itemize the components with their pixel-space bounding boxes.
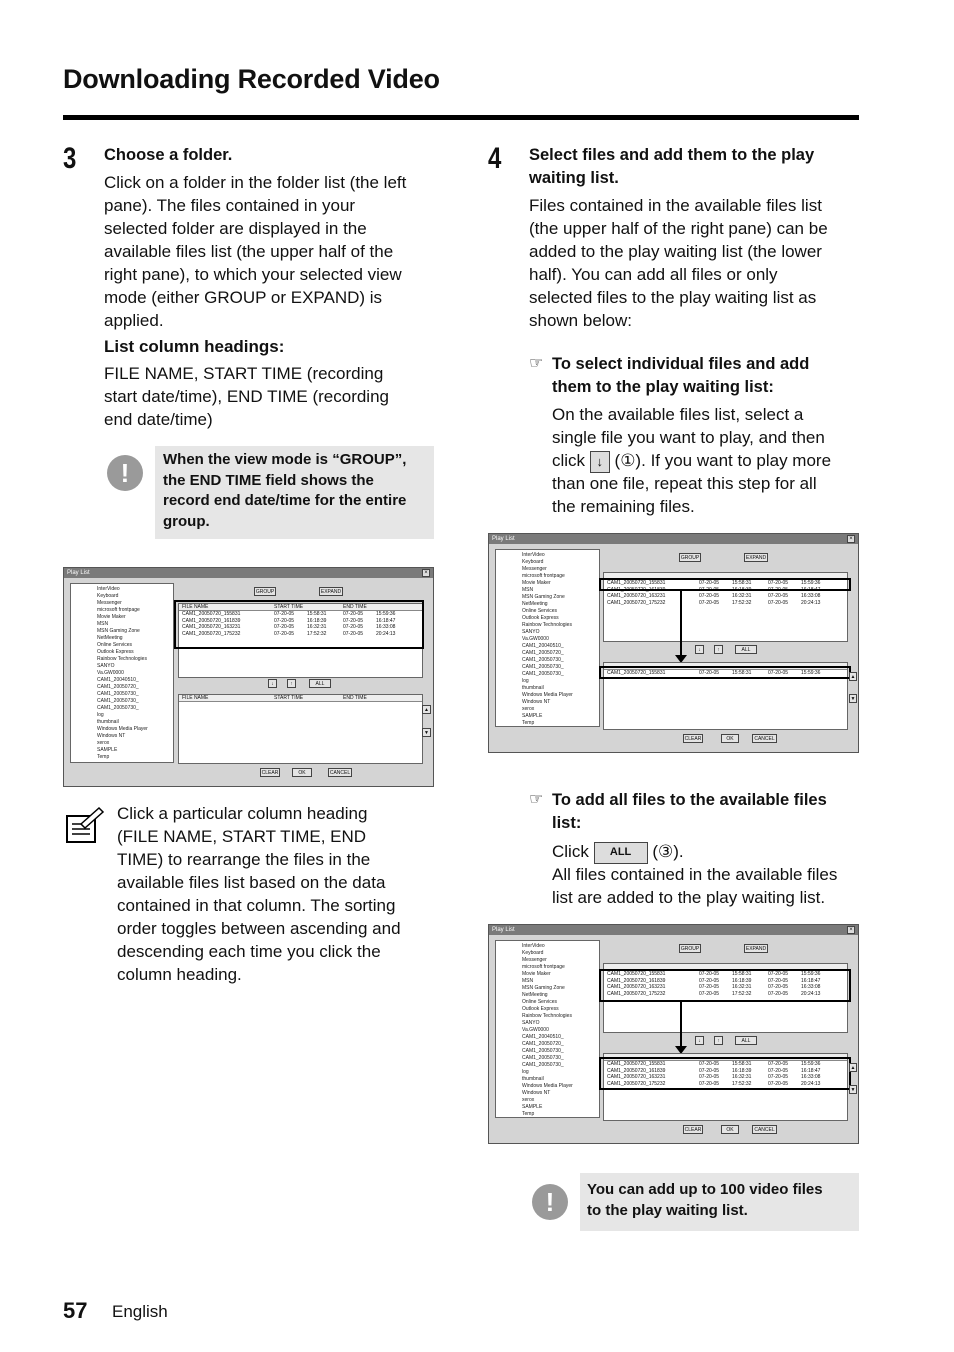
tree-item: MSN Gaming Zone [522, 594, 565, 600]
title-rule [63, 115, 859, 120]
file-cell: 17:52:32 [732, 599, 752, 606]
ok-button: OK [292, 768, 312, 777]
tree-item: InterVideo [522, 943, 545, 949]
file-cell: 07-20-05 [274, 624, 295, 630]
expand-button: EXPAND [745, 946, 767, 952]
folder-tree [495, 549, 600, 727]
file-cell: 16:18:39 [732, 977, 752, 984]
group-button: GROUP [255, 589, 275, 595]
tree-item: CAM1_20050730_ [97, 705, 139, 711]
file-cell: 07-20-05 [768, 670, 789, 676]
tree-item: MSN Gaming Zone [522, 985, 565, 991]
file-cell: CAM1_20050720_163231 [607, 984, 666, 990]
step3-body: Click on a folder in the folder list (the left pane). The files contained in your selected folder are displayed in the available files list (the upper half of the right pane), to which your selected view mode (either GROUP or EXPAND) is applied. [104, 173, 407, 330]
tree-item: log [97, 712, 104, 718]
file-cell: 16:18:47 [801, 977, 821, 984]
tree-item: CAM1_20050720_ [522, 650, 564, 656]
clear-button: CLEAR [684, 1127, 702, 1133]
tree-item: SAMPLE [522, 1104, 543, 1110]
tree-item: CAM1_20050730_ [522, 1055, 564, 1061]
file-cell: 07-20-05 [768, 1080, 789, 1087]
tree-item: xerox [522, 1097, 535, 1103]
down-arrow-button-icon: ↓ [695, 1036, 704, 1045]
file-cell: CAM1_20050720_155831 [607, 1061, 666, 1067]
highlight-box [599, 578, 851, 591]
file-cell: 16:32:31 [307, 624, 327, 630]
page-title: Downloading Recorded Video [63, 64, 440, 94]
tree-item: xerox [97, 740, 110, 746]
file-cell: 16:33:08 [801, 593, 821, 599]
folder-tree [495, 940, 600, 1118]
step4-heading: Select files and add them to the play waiting list. [529, 146, 815, 187]
tree-item: SAMPLE [97, 747, 118, 753]
file-cell: 15:59:36 [801, 1061, 821, 1067]
file-cell: 16:18:39 [307, 617, 327, 624]
group-button: GROUP [680, 555, 700, 561]
tree-item: CAM1_20050730_ [97, 698, 139, 704]
tree-item: thumbnail [522, 1076, 544, 1082]
file-cell: CAM1_20050720_163231 [607, 1074, 666, 1080]
file-cell: 07-20-05 [699, 670, 720, 676]
tree-item: CAM1_20050730_ [522, 671, 564, 677]
all-button: ALL [309, 679, 331, 688]
expand-button: EXPAND [745, 555, 767, 561]
tree-item: microsoft frontpage [97, 607, 140, 613]
tree-item: MSN [522, 587, 534, 593]
file-cell: CAM1_20050720_175232 [607, 599, 666, 606]
file-cell: 07-20-05 [768, 971, 789, 977]
screenshot-play-list-1 [63, 567, 434, 787]
pointing-hand-icon: ☞ [529, 355, 544, 372]
file-cell: 16:33:08 [376, 624, 396, 630]
file-cell: 15:59:36 [801, 580, 821, 586]
tree-item: log [522, 1069, 529, 1075]
tree-item: Temp [97, 754, 110, 760]
tree-item: Va.GW0000 [97, 670, 124, 676]
tree-item: microsoft frontpage [522, 964, 565, 970]
down-arrow-button-icon: ↓ [590, 451, 610, 473]
tree-item: thumbnail [522, 685, 544, 691]
exclamation-icon: ! [107, 455, 143, 491]
file-cell: 07-20-05 [768, 593, 789, 599]
highlight-box [599, 969, 851, 1002]
tree-item: Outlook Express [522, 1006, 559, 1012]
screenshot-play-list-2 [488, 533, 859, 753]
window-titlebar: Play List × [489, 534, 858, 544]
group-button: GROUP [680, 946, 700, 952]
page-number: 57 [63, 1298, 88, 1323]
tree-item: CAM1_20050730_ [522, 657, 564, 663]
down-arrow-button-icon: ↓ [695, 645, 704, 654]
all-button: ALL [594, 842, 648, 864]
caution-note-limit-text: You can add up to 100 video files to the play waiting list. [587, 1181, 823, 1219]
file-cell: CAM1_20050720_163231 [182, 624, 241, 630]
all-button: ALL [735, 645, 757, 654]
close-icon: × [847, 535, 855, 543]
up-arrow-button-icon: ↑ [714, 1036, 723, 1045]
tree-item: InterVideo [97, 586, 120, 592]
file-cell: CAM1_20050720_161839 [182, 617, 241, 624]
file-cell: 07-20-05 [343, 617, 364, 624]
step4-body: Files contained in the available files list (the upper half of the right pane) can be added to the play waiting list (the lower half). You can add all files or only selected files to the play waiting list as shown below: [529, 196, 828, 330]
file-cell: 07-20-05 [768, 984, 789, 990]
file-cell: 16:18:39 [732, 586, 752, 593]
file-cell: 15:58:31 [732, 971, 752, 977]
file-cell: 17:52:32 [732, 1080, 752, 1087]
clear-button: CLEAR [261, 770, 279, 776]
tree-item: CAM1_20040510_ [97, 677, 139, 683]
close-icon: × [847, 926, 855, 934]
file-cell: 16:32:31 [732, 984, 752, 990]
tree-item: Rainbow Technologies [522, 622, 572, 628]
file-cell: 16:33:08 [801, 984, 821, 990]
file-cell: CAM1_20050720_155831 [607, 670, 666, 676]
page-language: English [112, 1302, 168, 1321]
cancel-button: CANCEL [752, 1125, 777, 1134]
tree-item: CAM1_20050730_ [522, 1048, 564, 1054]
tree-item: CAM1_20050720_ [522, 1041, 564, 1047]
list-column-headings-label: List column headings: [104, 337, 285, 356]
file-cell: 20:24:13 [376, 630, 396, 637]
file-cell: 07-20-05 [699, 990, 720, 997]
file-cell: 20:24:13 [801, 990, 821, 997]
exclamation-icon: ! [532, 1184, 568, 1220]
tree-item: SANYO [522, 629, 540, 635]
tree-item: log [522, 678, 529, 684]
tree-item: Va.GW0000 [522, 1027, 549, 1033]
up-arrow-button-icon: ↑ [287, 679, 296, 688]
file-cell: 20:24:13 [801, 1080, 821, 1087]
window-titlebar: Play List × [489, 925, 858, 935]
file-cell: 07-20-05 [274, 630, 295, 637]
file-cell: 16:18:47 [801, 586, 821, 593]
memo-pencil-icon [63, 806, 105, 844]
ok-button: OK [721, 1125, 739, 1134]
down-arrow-icon: ▼ [850, 696, 856, 702]
file-cell: 07-20-05 [343, 611, 364, 617]
tree-item: Temp [522, 1111, 535, 1117]
file-cell: 15:59:36 [801, 670, 821, 676]
file-cell: CAM1_20050720_161839 [607, 586, 666, 593]
tree-item: CAM1_20050730_ [97, 691, 139, 697]
file-cell: CAM1_20050720_155831 [607, 971, 666, 977]
file-cell: CAM1_20050720_175232 [607, 990, 666, 997]
file-row [604, 600, 847, 607]
file-cell: 15:58:31 [732, 1061, 752, 1067]
folder-tree [70, 583, 174, 763]
tree-item: Windows Media Player [522, 692, 573, 698]
tree-item: Messenger [522, 566, 547, 572]
tree-item: MSN Gaming Zone [97, 628, 140, 634]
tree-item: Movie Maker [522, 971, 551, 977]
down-arrow-icon: ▼ [850, 1087, 856, 1093]
file-cell: 07-20-05 [274, 617, 295, 624]
hint-text: Click a particular column heading (FILE NAME, START TIME, END TIME) to rearrange the files in the available files list based on the data contained in that column. The sorting order toggles between ascending and descending each time you click the column heading. [117, 804, 401, 984]
sub1-text: On the available files list, select a single file you want to play, and then click ↓ (①). If you want to play more than one file, repeat this step for all the remaining files. [552, 405, 832, 516]
file-cell: 07-20-05 [699, 1074, 720, 1080]
tree-item: Rainbow Technologies [97, 656, 147, 662]
tree-item: Movie Maker [97, 614, 126, 620]
tree-item: CAM1_20040510_ [522, 1034, 564, 1040]
file-cell: 07-20-05 [699, 984, 720, 990]
file-cell: 07-20-05 [768, 1061, 789, 1067]
file-cell: 07-20-05 [699, 1080, 720, 1087]
tree-item: Movie Maker [522, 580, 551, 586]
step3-heading: Choose a folder. [104, 146, 233, 164]
ok-button: OK [721, 734, 739, 743]
step-number-4: 4 [488, 142, 502, 175]
tree-item: Rainbow Technologies [522, 1013, 572, 1019]
arrow-line [680, 591, 682, 659]
pointing-hand-icon: ☞ [529, 791, 544, 808]
file-cell: 07-20-05 [699, 971, 720, 977]
file-cell: 15:59:36 [801, 971, 821, 977]
file-cell: 07-20-05 [768, 580, 789, 586]
cancel-button: CANCEL [752, 734, 777, 743]
tree-item: Online Services [97, 642, 133, 648]
tree-item: Keyboard [97, 593, 119, 599]
file-cell: 20:24:13 [801, 599, 821, 606]
tree-item: microsoft frontpage [522, 573, 565, 579]
tree-item: CAM1_20050730_ [522, 1062, 564, 1068]
highlight-box [599, 1057, 851, 1090]
tree-item: InterVideo [522, 552, 545, 558]
all-button: ALL [735, 1036, 757, 1045]
file-cell: 16:18:39 [732, 1067, 752, 1074]
tree-item: NetMeeting [97, 635, 123, 641]
file-cell: 07-20-05 [699, 977, 720, 984]
tree-item: Online Services [522, 999, 558, 1005]
file-cell: 16:32:31 [732, 1074, 752, 1080]
tree-item: CAM1_20050730_ [522, 664, 564, 670]
up-arrow-icon: ▲ [850, 674, 856, 680]
tree-item: Keyboard [522, 559, 544, 565]
tree-item: thumbnail [97, 719, 119, 725]
file-cell: 16:18:47 [801, 1067, 821, 1074]
file-cell: 07-20-05 [699, 1067, 720, 1074]
tree-item: MSN [97, 621, 109, 627]
file-cell: CAM1_20050720_163231 [607, 593, 666, 599]
tree-item: xerox [522, 706, 535, 712]
up-arrow-button-icon: ↑ [714, 645, 723, 654]
file-cell: CAM1_20050720_175232 [182, 630, 241, 637]
tree-item: Messenger [522, 957, 547, 963]
file-cell: 16:32:31 [732, 593, 752, 599]
close-icon: × [422, 569, 430, 577]
list-column-headings-text: FILE NAME, START TIME (recording start date/time), END TIME (recording end date/time) [104, 364, 389, 429]
caution-note-group-text: When the view mode is “GROUP”, the END TIME field shows the record end date/time for the entire group. [163, 451, 407, 530]
tree-item: SAMPLE [522, 713, 543, 719]
file-cell: CAM1_20050720_155831 [607, 580, 666, 586]
highlight-box [599, 666, 851, 679]
tree-item: Online Services [522, 608, 558, 614]
file-cell: 15:58:31 [732, 580, 752, 586]
file-cell: 07-20-05 [699, 1061, 720, 1067]
tree-item: Windows Media Player [97, 726, 148, 732]
sub1-heading: To select individual files and add them to the play waiting list: [552, 355, 810, 396]
file-cell: CAM1_20050720_161839 [607, 977, 666, 984]
file-cell: CAM1_20050720_161839 [607, 1067, 666, 1074]
file-cell: 17:52:32 [307, 630, 327, 637]
tree-item: CAM1_20040510_ [522, 643, 564, 649]
file-cell: CAM1_20050720_155831 [182, 611, 241, 617]
tree-item: Windows NT [522, 1090, 551, 1096]
tree-item: Windows NT [97, 733, 126, 739]
play-waiting-pane: FILE NAME START TIME END TIME [178, 694, 423, 764]
file-cell: 07-20-05 [768, 990, 789, 997]
file-cell: 15:59:36 [376, 611, 396, 617]
file-cell: 07-20-05 [768, 599, 789, 606]
sub2-heading: To add all files to the available files list: [552, 791, 827, 832]
tree-item: Keyboard [522, 950, 544, 956]
file-cell: 15:58:31 [307, 611, 327, 617]
tree-item: NetMeeting [522, 992, 548, 998]
tree-item: CAM1_20050720_ [97, 684, 139, 690]
file-cell: 15:58:31 [732, 670, 752, 676]
file-cell: 07-20-05 [768, 586, 789, 593]
file-cell: 16:33:08 [801, 1074, 821, 1080]
file-cell: 16:18:47 [376, 617, 396, 624]
tree-item: Windows NT [522, 699, 551, 705]
tree-item: Temp [522, 720, 535, 726]
arrow-line [680, 1002, 682, 1050]
tree-item: Outlook Express [522, 615, 559, 621]
file-cell: 07-20-05 [699, 599, 720, 606]
tree-item: Messenger [97, 600, 122, 606]
sub2-text: Click ALL (③). All files contained in the available files list are added to the play waiting list. [552, 842, 838, 907]
file-cell: 07-20-05 [343, 624, 364, 630]
file-cell: 07-20-05 [699, 586, 720, 593]
step-number-3: 3 [63, 142, 77, 175]
down-arrow-icon: ▼ [422, 728, 431, 737]
file-cell: 07-20-05 [699, 580, 720, 586]
tree-item: NetMeeting [522, 601, 548, 607]
expand-button: EXPAND [320, 589, 342, 595]
tree-item: MSN [522, 978, 534, 984]
down-arrow-button-icon: ↓ [268, 679, 277, 688]
file-cell: 17:52:32 [732, 990, 752, 997]
tree-item: SANYO [522, 1020, 540, 1026]
file-cell: 07-20-05 [274, 611, 295, 617]
file-cell: 07-20-05 [768, 977, 789, 984]
file-cell: 07-20-05 [768, 1074, 789, 1080]
cancel-button: CANCEL [329, 770, 351, 776]
tree-item: Va.GW0000 [522, 636, 549, 642]
file-cell: CAM1_20050720_175232 [607, 1080, 666, 1087]
tree-item: SANYO [97, 663, 115, 669]
window-titlebar: Play List × [64, 568, 433, 578]
available-files-pane: FILE NAME START TIME END TIME CAM1_20050720_155831 07-20-05 15:58:31 07-20-05 15:59:36 CAM1_20050720_161839 07-20-05 16:18:39 07-20-05 16:18:47 CAM1_20050720_163231 07-20-05 16:32:31 07-20-05 16:33:08 CAM1_20050720_175232 07-20-05 17:52:32 07-20-05 20:24:13 [178, 603, 423, 678]
file-cell: 07-20-05 [768, 1067, 789, 1074]
up-arrow-icon: ▲ [850, 1065, 856, 1071]
tree-item: Outlook Express [97, 649, 134, 655]
screenshot-play-list-3 [488, 924, 859, 1144]
clear-button: CLEAR [684, 736, 702, 742]
tree-item: Windows Media Player [522, 1083, 573, 1089]
highlight-box [174, 600, 424, 649]
file-cell: 07-20-05 [699, 593, 720, 599]
file-cell: 07-20-05 [343, 630, 364, 637]
up-arrow-icon: ▲ [422, 705, 431, 714]
